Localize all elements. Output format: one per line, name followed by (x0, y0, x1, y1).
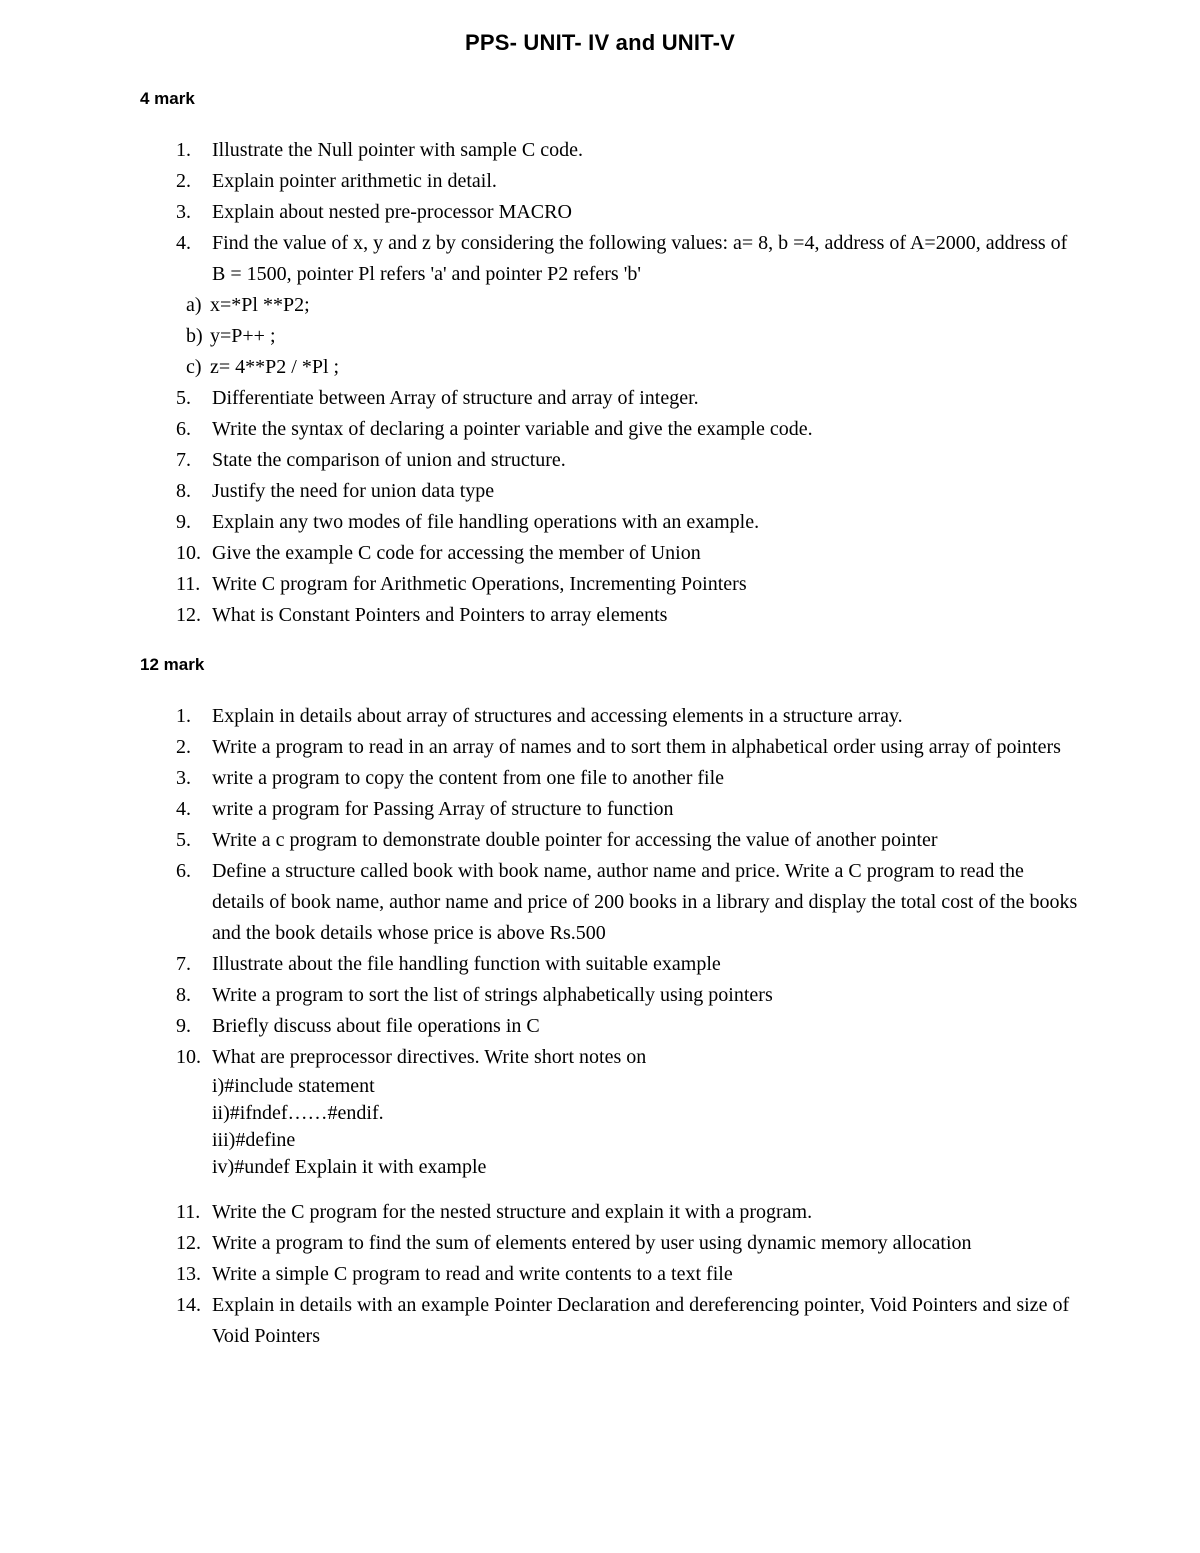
list-item (140, 763, 1080, 794)
note-text: i)#include statement (212, 1075, 375, 1097)
question-number: 9. (176, 1015, 191, 1037)
question-text: Briefly discuss about file operations in C (212, 1015, 540, 1037)
question-list-12-mark (140, 701, 1080, 1352)
question-text: Find the value of x, y and z by considering the following values: a= 8, b =4, address of A=2000, address of B = 1500, pointer Pl refers 'a' and pointer P2 refers 'b' (212, 232, 1068, 285)
question-number: 4. (176, 232, 191, 254)
page-title: PPS- UNIT- IV and UNIT-V (464, 30, 736, 55)
note-text: iv)#undef Explain it with example (212, 1156, 487, 1178)
list-item (140, 1228, 1080, 1259)
question-number: 3. (176, 201, 191, 223)
question-text: Explain in details about array of structures and accessing elements in a structure array. (212, 705, 903, 727)
question-number: 4. (176, 798, 191, 820)
question-text: Write a c program to demonstrate double pointer for accessing the value of another pointer (212, 829, 938, 851)
question-number: 12. (176, 604, 201, 626)
question-text: Write the syntax of declaring a pointer variable and give the example code. (212, 418, 813, 440)
question-number: 7. (176, 449, 191, 471)
list-item (140, 732, 1080, 763)
list-item (140, 476, 1080, 507)
sub-item-label: c) (186, 356, 202, 378)
list-item (140, 228, 1080, 290)
question-text: Write the C program for the nested structure and explain it with a program. (212, 1201, 813, 1223)
list-item (140, 1197, 1080, 1228)
note-text: ii)#ifndef……#endif. (212, 1102, 384, 1124)
sub-item-text: x=*Pl **P2; (210, 294, 310, 316)
question-text: Define a structure called book with book name, author name and price. Write a C program to read the details of book name, author name and price of 200 books in a library and display the total cost of the books and the book details whose price is above Rs.500 (212, 860, 1078, 944)
list-item (140, 445, 1080, 476)
question-text: Explain about nested pre-processor MACRO (212, 201, 572, 223)
list-item (140, 825, 1080, 856)
section-heading-12-mark: 12 mark (140, 655, 205, 674)
question-number: 2. (176, 170, 191, 192)
list-item (140, 1011, 1080, 1042)
question-number: 11. (176, 573, 201, 595)
question-text: write a program to copy the content from one file to another file (212, 767, 725, 789)
question-number: 9. (176, 511, 191, 533)
question-number: 5. (176, 829, 191, 851)
list-item (140, 1290, 1080, 1352)
sub-item-label: b) (186, 325, 203, 347)
question-number: 10. (176, 542, 201, 564)
list-item (140, 701, 1080, 732)
question-text: Justify the need for union data type (212, 480, 495, 502)
question-text: Give the example C code for accessing the member of Union (212, 542, 701, 564)
list-item (140, 856, 1080, 949)
question-text: State the comparison of union and structure. (212, 449, 566, 471)
list-item (140, 949, 1080, 980)
sub-item-text: z= 4**P2 / *Pl ; (210, 356, 340, 378)
question-number: 14. (176, 1294, 201, 1316)
list-item (140, 414, 1080, 445)
list-item (140, 1259, 1080, 1290)
note-text: iii)#define (212, 1129, 296, 1151)
list-item (140, 507, 1080, 538)
question-number: 1. (176, 705, 191, 727)
question-number: 7. (176, 953, 191, 975)
list-item (140, 569, 1080, 600)
question-list-4-mark (140, 135, 1080, 631)
sub-item (140, 352, 1080, 383)
list-item (140, 135, 1080, 166)
spacer (140, 1181, 1080, 1197)
section-heading-4-mark: 4 mark (140, 89, 195, 108)
list-item (140, 197, 1080, 228)
question-text: Illustrate about the file handling function with suitable example (212, 953, 721, 975)
question-number: 13. (176, 1263, 201, 1285)
list-item (140, 980, 1080, 1011)
question-text: Write a simple C program to read and write contents to a text file (212, 1263, 733, 1285)
question-text: Explain any two modes of file handling operations with an example. (212, 511, 760, 533)
question-text: Explain pointer arithmetic in detail. (212, 170, 497, 192)
question-number: 1. (176, 139, 191, 161)
question-number: 11. (176, 1201, 201, 1223)
list-item (140, 600, 1080, 631)
list-item (140, 794, 1080, 825)
list-item (140, 538, 1080, 569)
note-line (140, 1127, 1080, 1154)
question-number: 3. (176, 767, 191, 789)
note-line (140, 1073, 1080, 1100)
question-text: Explain in details with an example Pointer Declaration and dereferencing pointer, Void Pointers and size of Void Pointers (212, 1294, 1070, 1347)
list-item (140, 166, 1080, 197)
question-number: 2. (176, 736, 191, 758)
sub-item-label: a) (186, 294, 202, 316)
question-text: Write a program to sort the list of strings alphabetically using pointers (212, 984, 773, 1006)
question-text: Write a program to find the sum of elements entered by user using dynamic memory allocation (212, 1232, 972, 1254)
question-number: 6. (176, 860, 191, 882)
question-number: 6. (176, 418, 191, 440)
question-text: What is Constant Pointers and Pointers to array elements (212, 604, 668, 626)
question-text: What are preprocessor directives. Write short notes on (212, 1046, 647, 1068)
question-number: 8. (176, 480, 191, 502)
list-item (140, 383, 1080, 414)
note-line (140, 1100, 1080, 1127)
question-text: Illustrate the Null pointer with sample C code. (212, 139, 584, 161)
question-text: Write a program to read in an array of names and to sort them in alphabetical order using array of pointers (212, 736, 1061, 758)
list-item (140, 1042, 1080, 1073)
sub-item (140, 321, 1080, 352)
note-line (140, 1154, 1080, 1181)
question-number: 5. (176, 387, 191, 409)
question-number: 12. (176, 1232, 201, 1254)
question-text: Differentiate between Array of structure and array of integer. (212, 387, 699, 409)
sub-item-text: y=P++ ; (210, 325, 276, 347)
question-text: write a program for Passing Array of structure to function (212, 798, 674, 820)
question-number: 8. (176, 984, 191, 1006)
question-text: Write C program for Arithmetic Operations, Incrementing Pointers (212, 573, 747, 595)
sub-item (140, 290, 1080, 321)
question-number: 10. (176, 1046, 201, 1068)
